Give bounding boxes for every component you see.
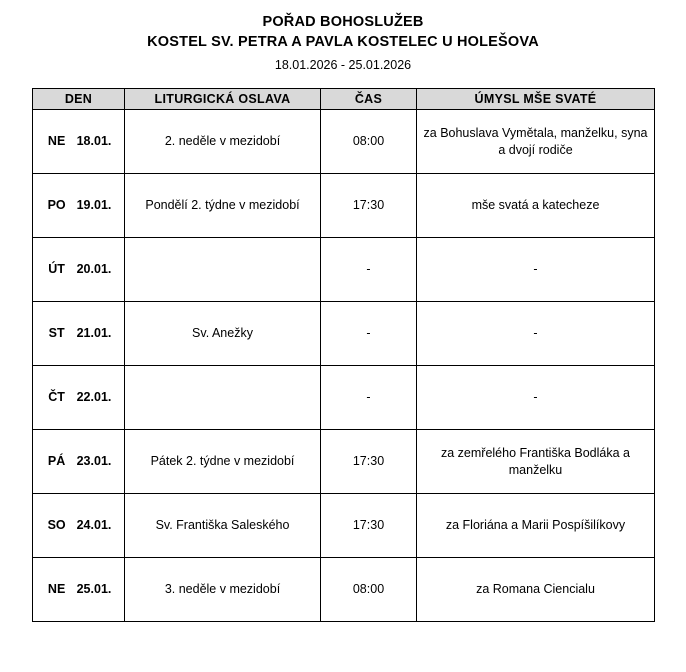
cell-feast: 3. neděle v mezidobí xyxy=(125,558,321,622)
cell-day xyxy=(33,366,125,430)
schedule-table-wrapper xyxy=(0,75,686,622)
day-of-week: ST xyxy=(48,326,65,340)
cell-intention: za Bohuslava Vymětala, manželku, syna a dvojí rodiče xyxy=(417,110,655,174)
table-header-row xyxy=(33,89,655,110)
cell-intention: za Floriána a Marii Pospíšilíkovy xyxy=(417,494,655,558)
cell-time: 17:30 xyxy=(321,430,417,494)
cell-day xyxy=(33,110,125,174)
table-row xyxy=(33,110,655,174)
day-date: 23.01. xyxy=(76,454,112,468)
cell-intention: - xyxy=(417,302,655,366)
document-header xyxy=(0,0,686,75)
day-date: 18.01. xyxy=(76,134,112,148)
cell-feast xyxy=(125,238,321,302)
page-subtitle: KOSTEL SV. PETRA A PAVLA KOSTELEC U HOLEŠOVA xyxy=(147,34,539,50)
cell-feast: Pondělí 2. týdne v mezidobí xyxy=(125,174,321,238)
cell-intention: za Romana Ciencialu xyxy=(417,558,655,622)
day-of-week: PÁ xyxy=(47,454,66,468)
day-of-week: SO xyxy=(47,518,66,532)
column-header-time: ČAS xyxy=(321,89,417,110)
day-date: 25.01. xyxy=(76,582,112,596)
cell-feast xyxy=(125,366,321,430)
column-header-feast: LITURGICKÁ OSLAVA xyxy=(125,89,321,110)
cell-day xyxy=(33,174,125,238)
column-header-intention: ÚMYSL MŠE SVATÉ xyxy=(417,89,655,110)
table-body xyxy=(33,110,655,622)
table-header xyxy=(33,89,655,110)
cell-intention: mše svatá a katecheze xyxy=(417,174,655,238)
day-date: 24.01. xyxy=(76,518,112,532)
cell-day xyxy=(33,238,125,302)
table-row xyxy=(33,302,655,366)
day-of-week: ČT xyxy=(48,390,65,404)
cell-day xyxy=(33,558,125,622)
table-row xyxy=(33,430,655,494)
cell-feast: 2. neděle v mezidobí xyxy=(125,110,321,174)
cell-time: 17:30 xyxy=(321,174,417,238)
cell-time: - xyxy=(321,302,417,366)
cell-time: 08:00 xyxy=(321,110,417,174)
cell-feast: Sv. Anežky xyxy=(125,302,321,366)
table-row xyxy=(33,558,655,622)
cell-feast: Pátek 2. týdne v mezidobí xyxy=(125,430,321,494)
day-of-week: PO xyxy=(47,198,66,212)
day-of-week: ÚT xyxy=(48,262,65,276)
cell-feast: Sv. Františka Saleského xyxy=(125,494,321,558)
column-header-day: DEN xyxy=(33,89,125,110)
table-row xyxy=(33,174,655,238)
day-of-week: NE xyxy=(47,582,66,596)
day-of-week: NE xyxy=(47,134,66,148)
cell-day xyxy=(33,302,125,366)
cell-day xyxy=(33,494,125,558)
cell-intention: za zemřelého Františka Bodláka a manželku xyxy=(417,430,655,494)
cell-day xyxy=(33,430,125,494)
day-date: 21.01. xyxy=(76,326,112,340)
page-title: POŘAD BOHOSLUŽEB xyxy=(262,14,424,30)
schedule-table xyxy=(32,88,655,622)
table-row xyxy=(33,366,655,430)
day-date: 22.01. xyxy=(76,390,112,404)
table-row xyxy=(33,494,655,558)
cell-time: 08:00 xyxy=(321,558,417,622)
day-date: 19.01. xyxy=(76,198,112,212)
table-row xyxy=(33,238,655,302)
cell-intention: - xyxy=(417,238,655,302)
day-date: 20.01. xyxy=(76,262,112,276)
cell-time: 17:30 xyxy=(321,494,417,558)
cell-time: - xyxy=(321,238,417,302)
cell-intention: - xyxy=(417,366,655,430)
cell-time: - xyxy=(321,366,417,430)
date-range: 18.01.2026 - 25.01.2026 xyxy=(274,58,412,72)
